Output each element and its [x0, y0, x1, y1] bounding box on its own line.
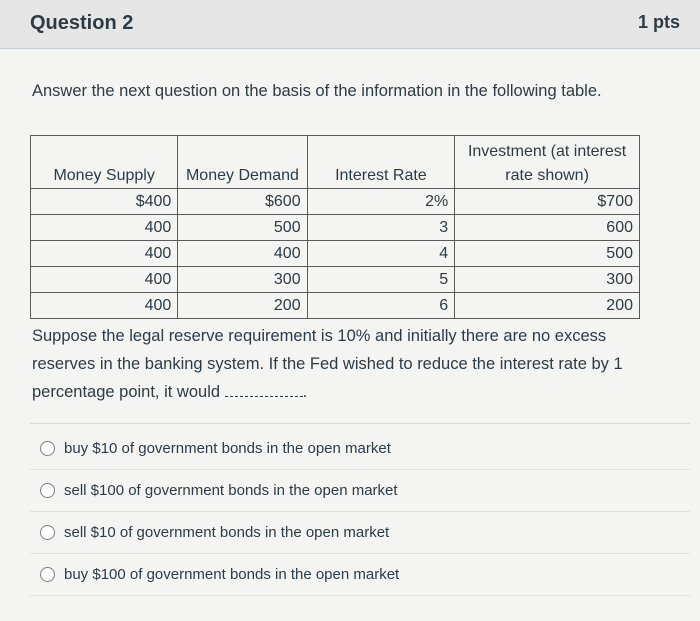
answer-label: buy $100 of government bonds in the open market	[64, 566, 400, 583]
question-prompt: Answer the next question on the basis of the information in the following table.	[32, 82, 602, 100]
answer-label: sell $100 of government bonds in the open market	[64, 482, 398, 499]
radio-button[interactable]	[40, 525, 55, 540]
table-row	[31, 267, 640, 293]
data-table	[30, 135, 640, 319]
answer-list	[30, 428, 690, 596]
table-cell: $400	[31, 189, 178, 215]
table-cell: 300	[178, 267, 307, 293]
answer-blank	[225, 382, 303, 397]
header-money-demand: Money Demand	[178, 136, 307, 189]
answer-label: buy $10 of government bonds in the open market	[64, 440, 391, 457]
question-header	[0, 0, 700, 49]
table-cell: 200	[455, 293, 640, 319]
table-cell: 500	[178, 215, 307, 241]
radio-button[interactable]	[40, 483, 55, 498]
answer-option[interactable]	[30, 428, 690, 470]
table-row	[31, 241, 640, 267]
stem-end: .	[302, 383, 308, 401]
table-cell: 400	[31, 293, 178, 319]
table-cell: $600	[178, 189, 307, 215]
table-cell: 400	[31, 241, 178, 267]
answer-option[interactable]	[30, 554, 690, 596]
question-title: Question 2	[30, 12, 134, 34]
table-cell: 400	[178, 241, 307, 267]
stem-text: Suppose the legal reserve requirement is 10% and initially there are no excess reserves in the banking system. If the Fed wished to reduce the interest rate by 1 percentage point, it would	[32, 327, 623, 401]
radio-button[interactable]	[40, 441, 55, 456]
header-investment: Investment (at interest rate shown)	[455, 136, 640, 189]
table-row	[31, 215, 640, 241]
answers-divider	[30, 423, 690, 424]
question-points: 1 pts	[637, 12, 680, 32]
header-money-supply: Money Supply	[31, 136, 178, 189]
question-stem	[32, 322, 672, 406]
table-header-row	[31, 136, 640, 189]
table-row	[31, 293, 640, 319]
answer-option[interactable]	[30, 470, 690, 512]
answer-option[interactable]	[30, 512, 690, 554]
table-cell: 300	[455, 267, 640, 293]
table-cell: 4	[307, 241, 455, 267]
table-cell: 5	[307, 267, 455, 293]
table-row	[31, 189, 640, 215]
table-cell: 6	[307, 293, 455, 319]
table-cell: 3	[307, 215, 455, 241]
table-cell: 400	[31, 215, 178, 241]
table-cell: $700	[455, 189, 640, 215]
table-cell: 200	[178, 293, 307, 319]
table-cell: 400	[31, 267, 178, 293]
header-interest-rate: Interest Rate	[307, 136, 455, 189]
table-cell: 500	[455, 241, 640, 267]
table-cell: 2%	[307, 189, 455, 215]
radio-button[interactable]	[40, 567, 55, 582]
table-cell: 600	[455, 215, 640, 241]
answer-label: sell $10 of government bonds in the open market	[64, 524, 390, 541]
